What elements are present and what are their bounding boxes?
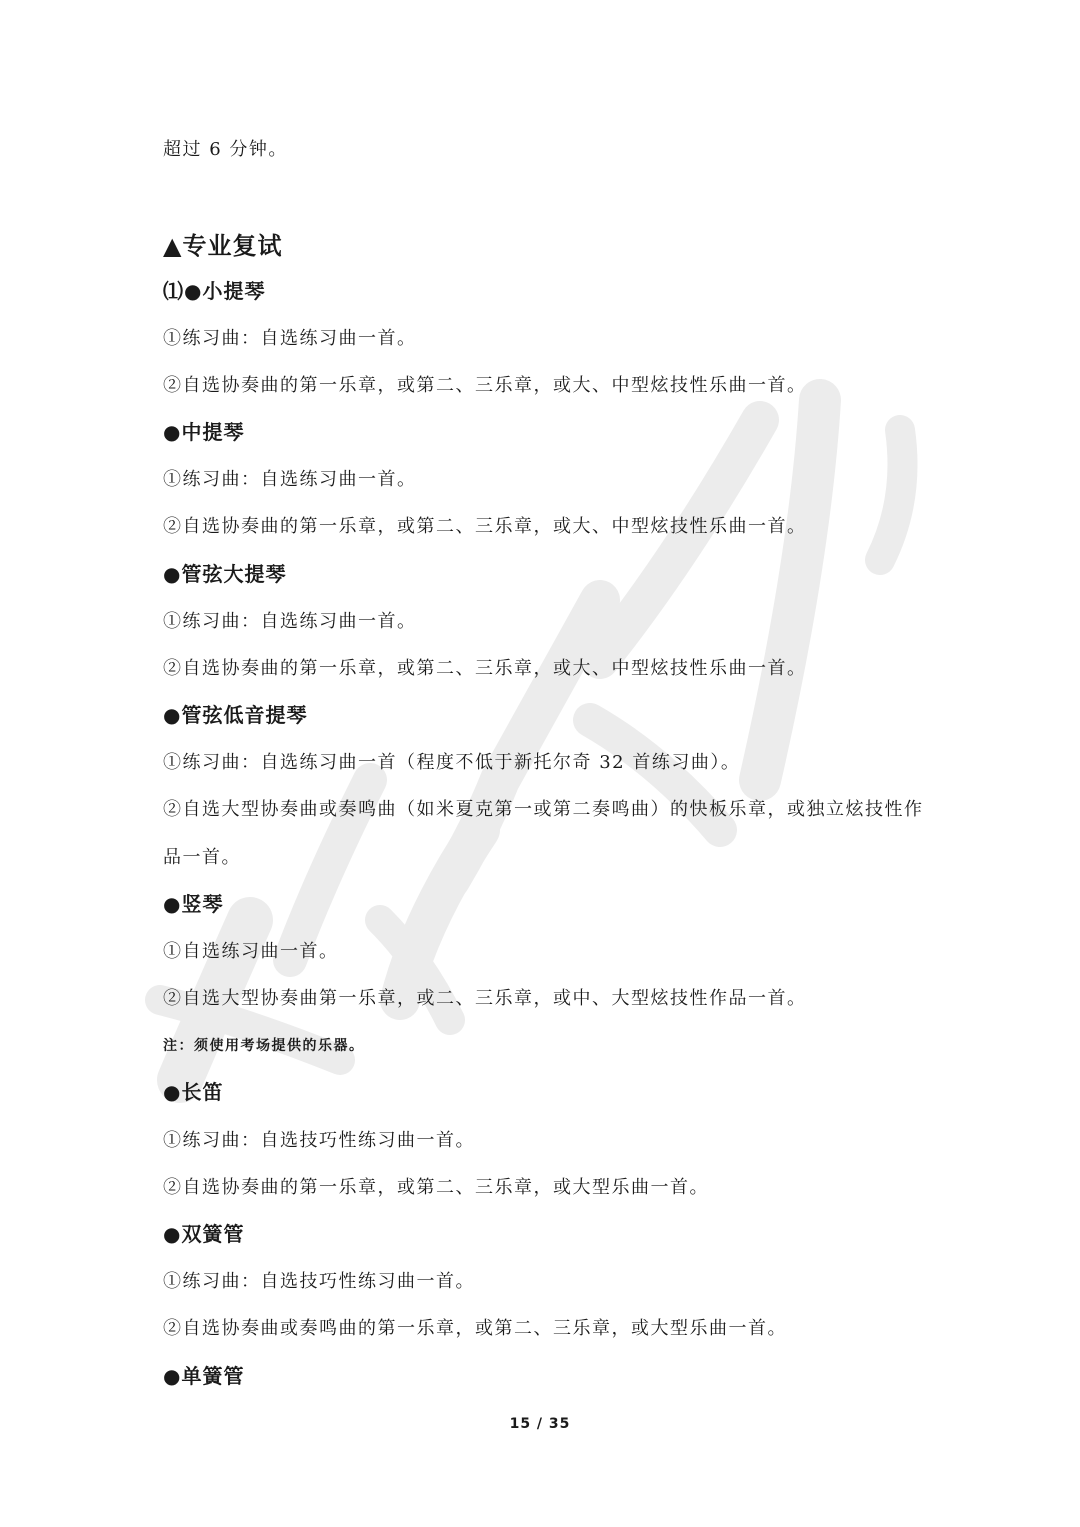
- note-text: 注：须使用考场提供的乐器。: [163, 1038, 365, 1054]
- instrument-heading-flute: ●长笛: [163, 1080, 224, 1104]
- requirement-item: ②自选协奏曲的第一乐章，或第二、三乐章，或大、中型炫技性乐曲一首。: [163, 516, 807, 537]
- instrument-heading-cello: ●管弦大提琴: [163, 562, 287, 586]
- requirement-item: ②自选大型协奏曲第一乐章，或二、三乐章，或中、大型炫技性作品一首。: [163, 988, 807, 1009]
- page-number: 15 / 35: [509, 1416, 571, 1432]
- instrument-heading-viola: ●中提琴: [163, 420, 245, 444]
- instrument-heading-harp: ●竖琴: [163, 892, 224, 916]
- requirement-item: ①练习曲：自选练习曲一首。: [163, 611, 417, 632]
- body-text-continuation: 超过 6 分钟。: [163, 139, 288, 160]
- requirement-item: ②自选协奏曲的第一乐章，或第二、三乐章，或大型乐曲一首。: [163, 1177, 709, 1198]
- instrument-heading-double-bass: ●管弦低音提琴: [163, 703, 308, 727]
- requirement-item: ②自选协奏曲或奏鸣曲的第一乐章，或第二、三乐章，或大型乐曲一首。: [163, 1318, 787, 1339]
- requirement-item-continuation: 品一首。: [163, 847, 241, 868]
- requirement-item: ②自选协奏曲的第一乐章，或第二、三乐章，或大、中型炫技性乐曲一首。: [163, 658, 807, 679]
- section-title: ▲专业复试: [163, 232, 283, 260]
- requirement-item: ①练习曲：自选练习曲一首。: [163, 469, 417, 490]
- instrument-heading-clarinet: ●单簧管: [163, 1364, 245, 1388]
- requirement-item: ②自选大型协奏曲或奏鸣曲（如米夏克第一或第二奏鸣曲）的快板乐章，或独立炫技性作: [163, 799, 924, 820]
- instrument-heading-oboe: ●双簧管: [163, 1222, 245, 1246]
- instrument-heading-violin: ⑴●小提琴: [163, 279, 266, 303]
- requirement-item: ①练习曲：自选练习曲一首（程度不低于新托尔奇 32 首练习曲）。: [163, 752, 741, 773]
- requirement-item: ②自选协奏曲的第一乐章，或第二、三乐章，或大、中型炫技性乐曲一首。: [163, 375, 807, 396]
- requirement-item: ①练习曲：自选练习曲一首。: [163, 328, 417, 349]
- requirement-item: ①练习曲：自选技巧性练习曲一首。: [163, 1130, 475, 1151]
- requirement-item: ①自选练习曲一首。: [163, 941, 339, 962]
- requirement-item: ①练习曲：自选技巧性练习曲一首。: [163, 1271, 475, 1292]
